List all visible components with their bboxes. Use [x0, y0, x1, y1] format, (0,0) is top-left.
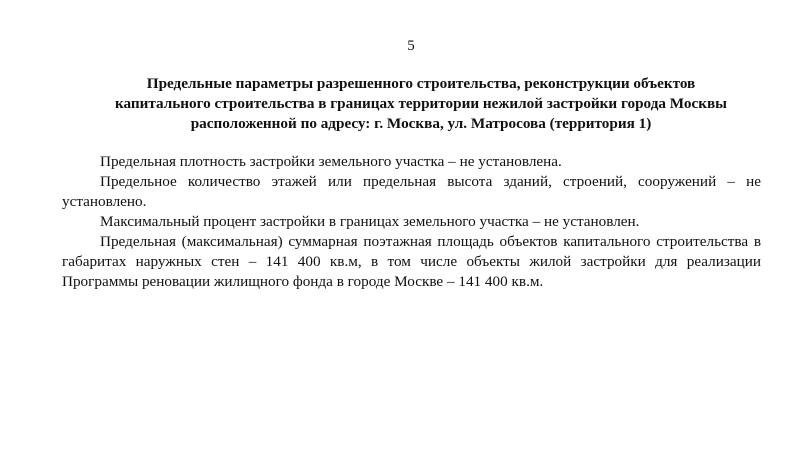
page-number: 5 [407, 38, 415, 54]
title-line-3: расположенной по адресу: г. Москва, ул. Матросова (территория 1) [190, 115, 652, 132]
paragraph-floor-area: Предельная (максимальная) суммарная поэтажная площадь объектов капитального строительства в габаритах наружных стен – 141 400 кв.м, в том числе объекты жилой застройки для реализации Программы реновации жилищного фонда в городе Москве – 141 400 кв.м. [62, 233, 761, 290]
document-body [62, 152, 761, 292]
title-line-2: капитального строительства в границах территории нежилой застройки города Москвы [114, 95, 728, 112]
document-title [78, 74, 764, 134]
paragraph-coverage: Максимальный процент застройки в границах земельного участка – не установлен. [100, 213, 640, 230]
paragraph-density: Предельная плотность застройки земельного участка – не установлена. [100, 153, 562, 170]
paragraph-floors: Предельное количество этажей или предельная высота зданий, строений, сооружений – не установлено. [62, 173, 761, 210]
title-line-1: Предельные параметры разрешенного строительства, реконструкции объектов [146, 75, 696, 92]
